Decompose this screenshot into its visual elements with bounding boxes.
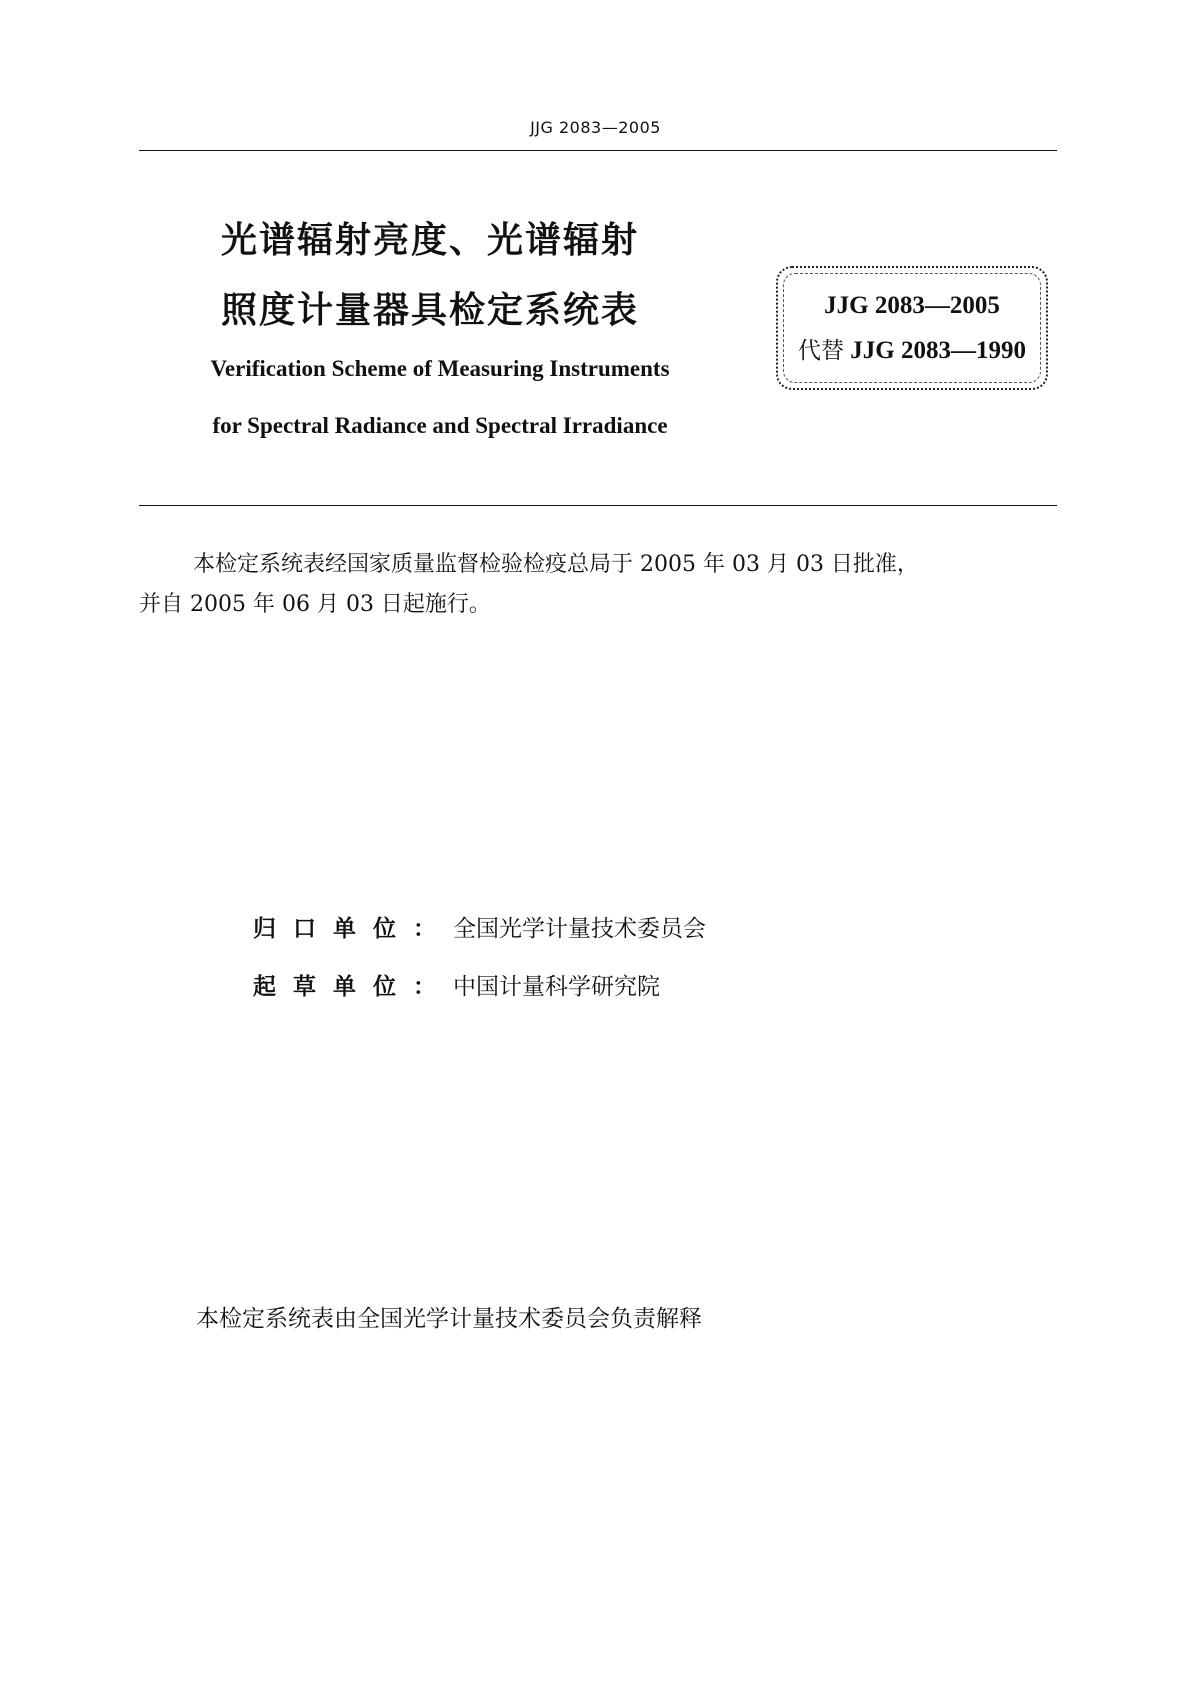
drafting-unit-label: 起草单位： — [253, 974, 453, 1000]
responsible-unit-label: 归口单位： — [253, 916, 453, 942]
drafting-unit-row — [253, 968, 660, 1001]
title-rule — [139, 505, 1057, 506]
approval-line1: 本检定系统表经国家质量监督检验检疫总局于 2005 年 03 月 03 日批准， — [193, 552, 919, 577]
replaces-prefix: 代替 — [798, 338, 845, 364]
header-rule — [139, 150, 1057, 151]
header-code: JJG 2083—2005 — [530, 118, 661, 137]
code-box-code: JJG 2083—2005 — [824, 292, 1000, 319]
title-zh-line2: 照度计量器具检定系统表 — [220, 290, 639, 331]
title-zh-line1: 光谱辐射亮度、光谱辐射 — [220, 220, 639, 261]
responsible-unit-row — [253, 910, 706, 943]
code-box-frame — [776, 266, 1048, 390]
title-en-line2: for Spectral Radiance and Spectral Irradiance — [212, 413, 668, 438]
footer-note: 本检定系统表由全国光学计量技术委员会负责解释 — [196, 1306, 702, 1332]
approval-text — [139, 545, 1059, 625]
responsible-unit-value: 全国光学计量技术委员会 — [453, 916, 706, 942]
approval-line2: 并自 2005 年 06 月 03 日起施行。 — [139, 592, 491, 617]
title-en-line1: Verification Scheme of Measuring Instruments — [210, 356, 670, 381]
drafting-unit-value: 中国计量科学研究院 — [453, 974, 660, 1000]
replaces-code: JJG 2083—1990 — [850, 337, 1026, 364]
code-box-replaces — [776, 332, 1048, 365]
